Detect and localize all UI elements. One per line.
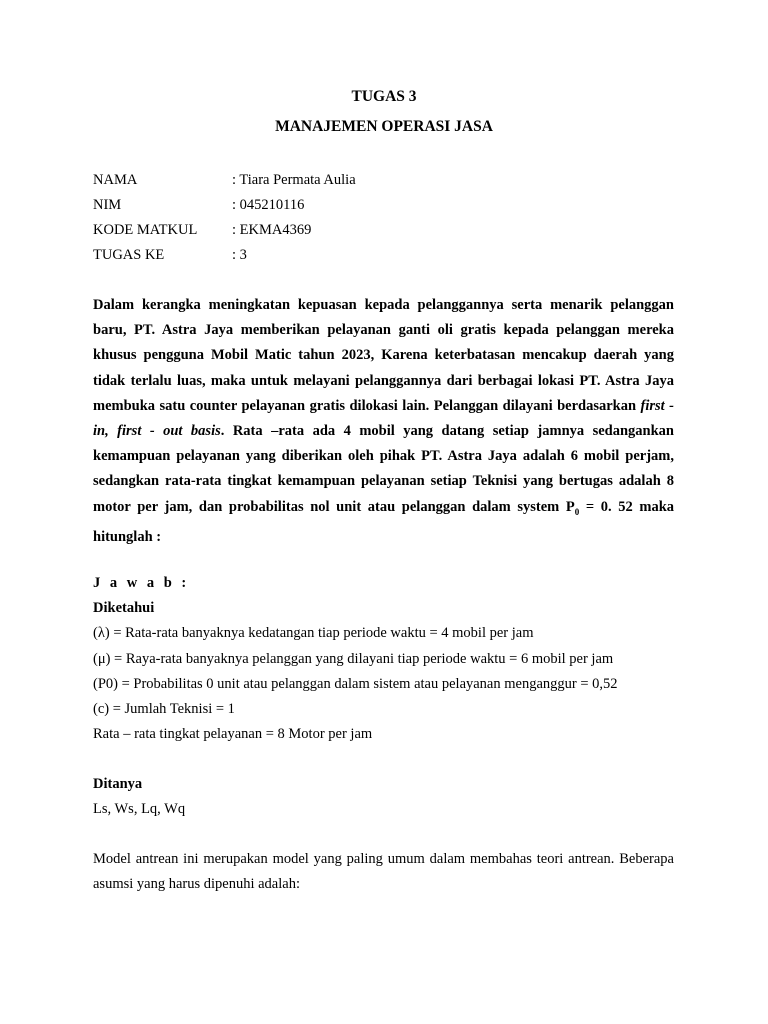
closing-paragraph: Model antrean ini merupakan model yang paling umum dalam membahas teori antrean. Beberapa asumsi yang harus dipenuhi adalah: <box>93 851 674 893</box>
problem-text-part2: . Rata –rata ada 4 mobil yang datang setiap jamnya sedangankan kemampuan pelayanan yang diberikan oleh pihak PT. Astra Jaya adalah 6 mobil perjam, sedangkan rata-rata tingkat kemampuan pelayanan setiap Teknisi yang bertugas adalah 8 motor per jam, dan probabilitas nol unit atau pelanggan dalam system P <box>93 423 674 515</box>
problem-text-part3: = 0. 52 maka hitunglah : <box>93 498 675 545</box>
known-item: (μ) = Raya-rata banyaknya pelanggan yang dilayani tiap periode waktu = 6 mobil per jam <box>93 650 614 667</box>
identity-row-course-code <box>93 220 356 245</box>
asked-section <box>93 772 693 822</box>
known-item: (c) = Jumlah Teknisi = 1 <box>93 700 235 717</box>
identity-label: NAMA <box>93 172 138 188</box>
identity-row-name <box>93 170 356 195</box>
identity-value: : EKMA4369 <box>232 222 312 238</box>
problem-subscript: 0 <box>574 506 580 517</box>
identity-value: : Tiara Permata Aulia <box>232 172 356 188</box>
identity-label: NIM <box>93 197 122 213</box>
document-title: TUGAS 3 <box>351 88 417 105</box>
identity-label: TUGAS KE <box>93 247 165 263</box>
identity-value: : 045210116 <box>232 197 305 213</box>
known-item: (P0) = Probabilitas 0 unit atau pelanggan dalam sistem atau pelayanan menganggur = 0,52 <box>93 675 618 692</box>
identity-value: : 3 <box>232 247 247 263</box>
identity-label: KODE MATKUL <box>93 222 198 238</box>
identity-row-assignment <box>93 245 356 270</box>
problem-text-part1: Dalam kerangka meningkatan kepuasan kepada pelanggannya serta menarik pelanggan baru, PT. Astra Jaya memberikan pelayanan ganti oli gratis kepada pelanggan mereka khusus pengguna Mobil Matic tahun 2023, Karena keterbatasan mencakup daerah yang tidak terlalu luas, maka untuk melayani pelanggannya dari berbagai lokasi PT. Astra Jaya membuka satu counter pelayanan gratis dilokasi lain. Pelanggan dilayani berdasarkan <box>93 297 674 414</box>
asked-heading: Ditanya <box>93 776 143 792</box>
answer-section <box>93 571 693 747</box>
problem-text-italic: first - in, first - out basis <box>93 397 674 440</box>
known-item: Rata – rata tingkat pelayanan = 8 Motor per jam <box>93 726 373 743</box>
identity-row-nim <box>93 195 356 220</box>
identity-table <box>93 170 356 270</box>
known-heading: Diketahui <box>93 600 155 617</box>
asked-items: Ls, Ws, Lq, Wq <box>93 801 186 818</box>
problem-statement <box>93 293 674 550</box>
document-subtitle: MANAJEMEN OPERASI JASA <box>275 118 493 135</box>
answer-heading: J a w a b : <box>93 575 190 591</box>
known-item: (λ) = Rata-rata banyaknya kedatangan tiap periode waktu = 4 mobil per jam <box>93 625 534 642</box>
